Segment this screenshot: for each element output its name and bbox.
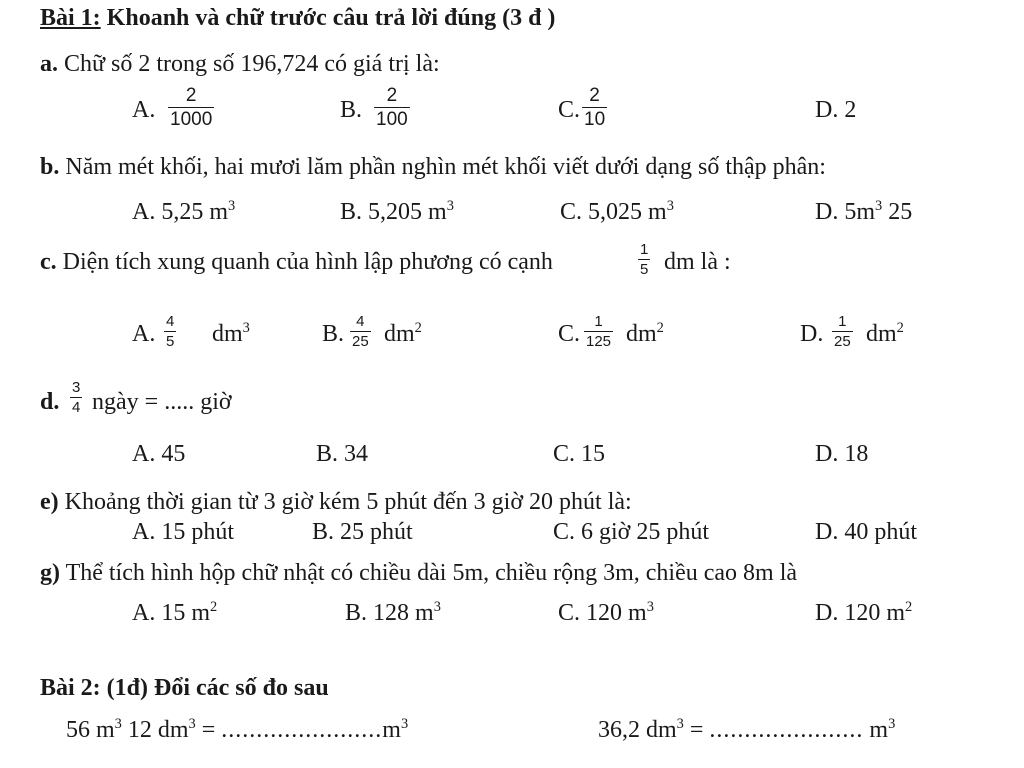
equals-sign: =: [195, 717, 222, 743]
qe-option-c[interactable]: C. 6 giờ 25 phút: [553, 519, 710, 545]
fraction-denominator: 25: [834, 333, 851, 350]
qa-option-b-letter[interactable]: B.: [340, 97, 363, 123]
question-d-text: ngày = ..... giờ: [92, 389, 232, 415]
question-g: [40, 561, 797, 585]
qa-option-a-letter[interactable]: A.: [132, 97, 156, 123]
qc-option-c-letter[interactable]: C.: [558, 321, 581, 347]
qa-option-c-fraction: [582, 86, 607, 129]
question-a-text: Chữ số 2 trong số 196,724 có giá trị là:: [64, 51, 440, 77]
exponent: 3: [666, 198, 674, 215]
value-part: 36,2 dm: [598, 717, 677, 743]
qc-option-b-letter[interactable]: B.: [322, 321, 345, 347]
question-g-label: g): [40, 560, 60, 586]
question-e-label: e): [40, 489, 59, 515]
question-d-label: d.: [40, 389, 60, 415]
unit: dm: [384, 321, 415, 347]
bai2-left-conversion: [66, 718, 408, 742]
answer-blank[interactable]: ......................: [709, 717, 864, 743]
question-a: [40, 52, 440, 76]
bai2-right-conversion: [598, 718, 895, 742]
exponent: 3: [242, 320, 250, 337]
qd-option-a[interactable]: A. 45: [132, 441, 186, 467]
question-b: [40, 155, 826, 179]
exponent: 3: [433, 599, 441, 616]
option-text: A. 15 m: [132, 600, 210, 626]
qc-option-b-unit: [384, 322, 422, 346]
option-text: C. 120 m: [558, 600, 647, 626]
option-text: C. 5,025 m: [560, 199, 667, 225]
qa-option-b-fraction: [374, 86, 410, 129]
qb-option-a[interactable]: [132, 200, 235, 224]
unit: dm: [866, 321, 897, 347]
exponent: 2: [210, 599, 218, 616]
unit: m: [382, 717, 401, 743]
fraction-denominator: 5: [166, 333, 175, 350]
bai1-instruction: Khoanh và chữ trước câu trả lời đúng (3 đ ): [106, 5, 556, 31]
value-part: 12 dm: [121, 717, 189, 743]
bai1-title: Bài 1:: [40, 5, 101, 31]
option-text: A. 5,25 m: [132, 199, 228, 225]
qg-option-b[interactable]: [345, 601, 441, 625]
qc-edge-fraction: [638, 242, 650, 277]
fraction-denominator: 1000: [170, 109, 213, 130]
exponent: 3: [114, 716, 122, 733]
fraction-denominator: 10: [584, 109, 606, 130]
fraction-denominator: 125: [586, 333, 612, 350]
value-part: 56 m: [66, 717, 115, 743]
qb-option-d[interactable]: [815, 200, 912, 224]
fraction-denominator: 5: [640, 261, 649, 278]
exponent: 3: [888, 716, 896, 733]
qe-option-a[interactable]: A. 15 phút: [132, 519, 234, 545]
exponent: 3: [676, 716, 684, 733]
fraction-numerator: 3: [72, 379, 81, 396]
fraction-numerator: 4: [166, 313, 175, 330]
question-e: [40, 490, 632, 514]
unit: dm: [212, 321, 243, 347]
qc-option-a-fraction: [164, 314, 176, 349]
qb-option-b[interactable]: [340, 200, 454, 224]
bai1-heading: [40, 6, 555, 30]
qd-fraction: [70, 380, 82, 415]
question-b-text: Năm mét khối, hai mươi lăm phần nghìn mét khối viết dưới dạng số thập phân:: [65, 154, 826, 180]
fraction-numerator: 2: [589, 85, 600, 106]
qc-option-c-unit: [626, 322, 664, 346]
question-c-label: c.: [40, 249, 57, 275]
fraction-denominator: 25: [352, 333, 369, 350]
exponent: 3: [875, 198, 883, 215]
qc-option-b-fraction: [350, 314, 371, 349]
question-g-text: Thể tích hình hộp chữ nhật có chiều dài 5m, chiều rộng 3m, chiều cao 8m là: [65, 560, 798, 586]
qc-option-d-unit: [866, 322, 904, 346]
qa-option-a-fraction: [168, 86, 214, 129]
qb-option-c[interactable]: [560, 200, 674, 224]
unit: dm: [626, 321, 657, 347]
exponent: 3: [188, 716, 196, 733]
option-text: B. 5,205 m: [340, 199, 447, 225]
qc-option-c-fraction: [584, 314, 613, 349]
exponent: 3: [646, 599, 654, 616]
qa-option-d[interactable]: D. 2: [815, 97, 857, 123]
option-text: D. 5m: [815, 199, 875, 225]
question-e-text: Khoảng thời gian từ 3 giờ kém 5 phút đến 3 giờ 20 phút là:: [64, 489, 632, 515]
question-a-label: a.: [40, 51, 58, 77]
exponent: 3: [446, 198, 454, 215]
qc-option-d-letter[interactable]: D.: [800, 321, 824, 347]
qd-option-d[interactable]: D. 18: [815, 441, 869, 467]
qg-option-a[interactable]: [132, 601, 217, 625]
fraction-numerator: 4: [356, 313, 365, 330]
qg-option-d[interactable]: [815, 601, 912, 625]
exponent: 2: [656, 320, 664, 337]
fraction-denominator: 100: [376, 109, 408, 130]
unit: m: [863, 717, 889, 743]
exponent: 2: [896, 320, 904, 337]
fraction-numerator: 1: [594, 313, 603, 330]
fraction-denominator: 4: [72, 399, 81, 416]
fraction-numerator: 2: [185, 85, 197, 106]
option-tail: 25: [882, 199, 913, 225]
qc-option-a-unit: [212, 322, 250, 346]
qc-option-a-letter[interactable]: A.: [132, 321, 156, 347]
qe-option-b[interactable]: B. 25 phút: [312, 519, 413, 545]
option-text: D. 120 m: [815, 600, 905, 626]
question-c-text: Diện tích xung quanh của hình lập phương có cạnh: [62, 249, 553, 275]
exponent: 2: [414, 320, 422, 337]
qd-option-b[interactable]: B. 34: [316, 441, 369, 467]
qc-unit: dm là :: [664, 249, 731, 275]
question-b-label: b.: [40, 154, 60, 180]
exponent: 2: [905, 599, 913, 616]
bai2-heading: Bài 2: (1đ) Đổi các số đo sau: [40, 675, 329, 701]
equals-sign: =: [683, 717, 710, 743]
option-text: B. 128 m: [345, 600, 434, 626]
fraction-numerator: 2: [386, 85, 398, 106]
qe-option-d[interactable]: D. 40 phút: [815, 519, 917, 545]
qc-option-d-fraction: [832, 314, 853, 349]
qd-option-c[interactable]: C. 15: [553, 441, 606, 467]
qg-option-c[interactable]: [558, 601, 654, 625]
exponent: 3: [228, 198, 236, 215]
qa-option-c-letter[interactable]: C.: [558, 97, 581, 123]
fraction-numerator: 1: [640, 241, 649, 258]
fraction-numerator: 1: [838, 313, 847, 330]
answer-blank[interactable]: .......................: [221, 717, 383, 743]
exponent: 3: [400, 716, 409, 733]
question-c: [40, 250, 553, 274]
